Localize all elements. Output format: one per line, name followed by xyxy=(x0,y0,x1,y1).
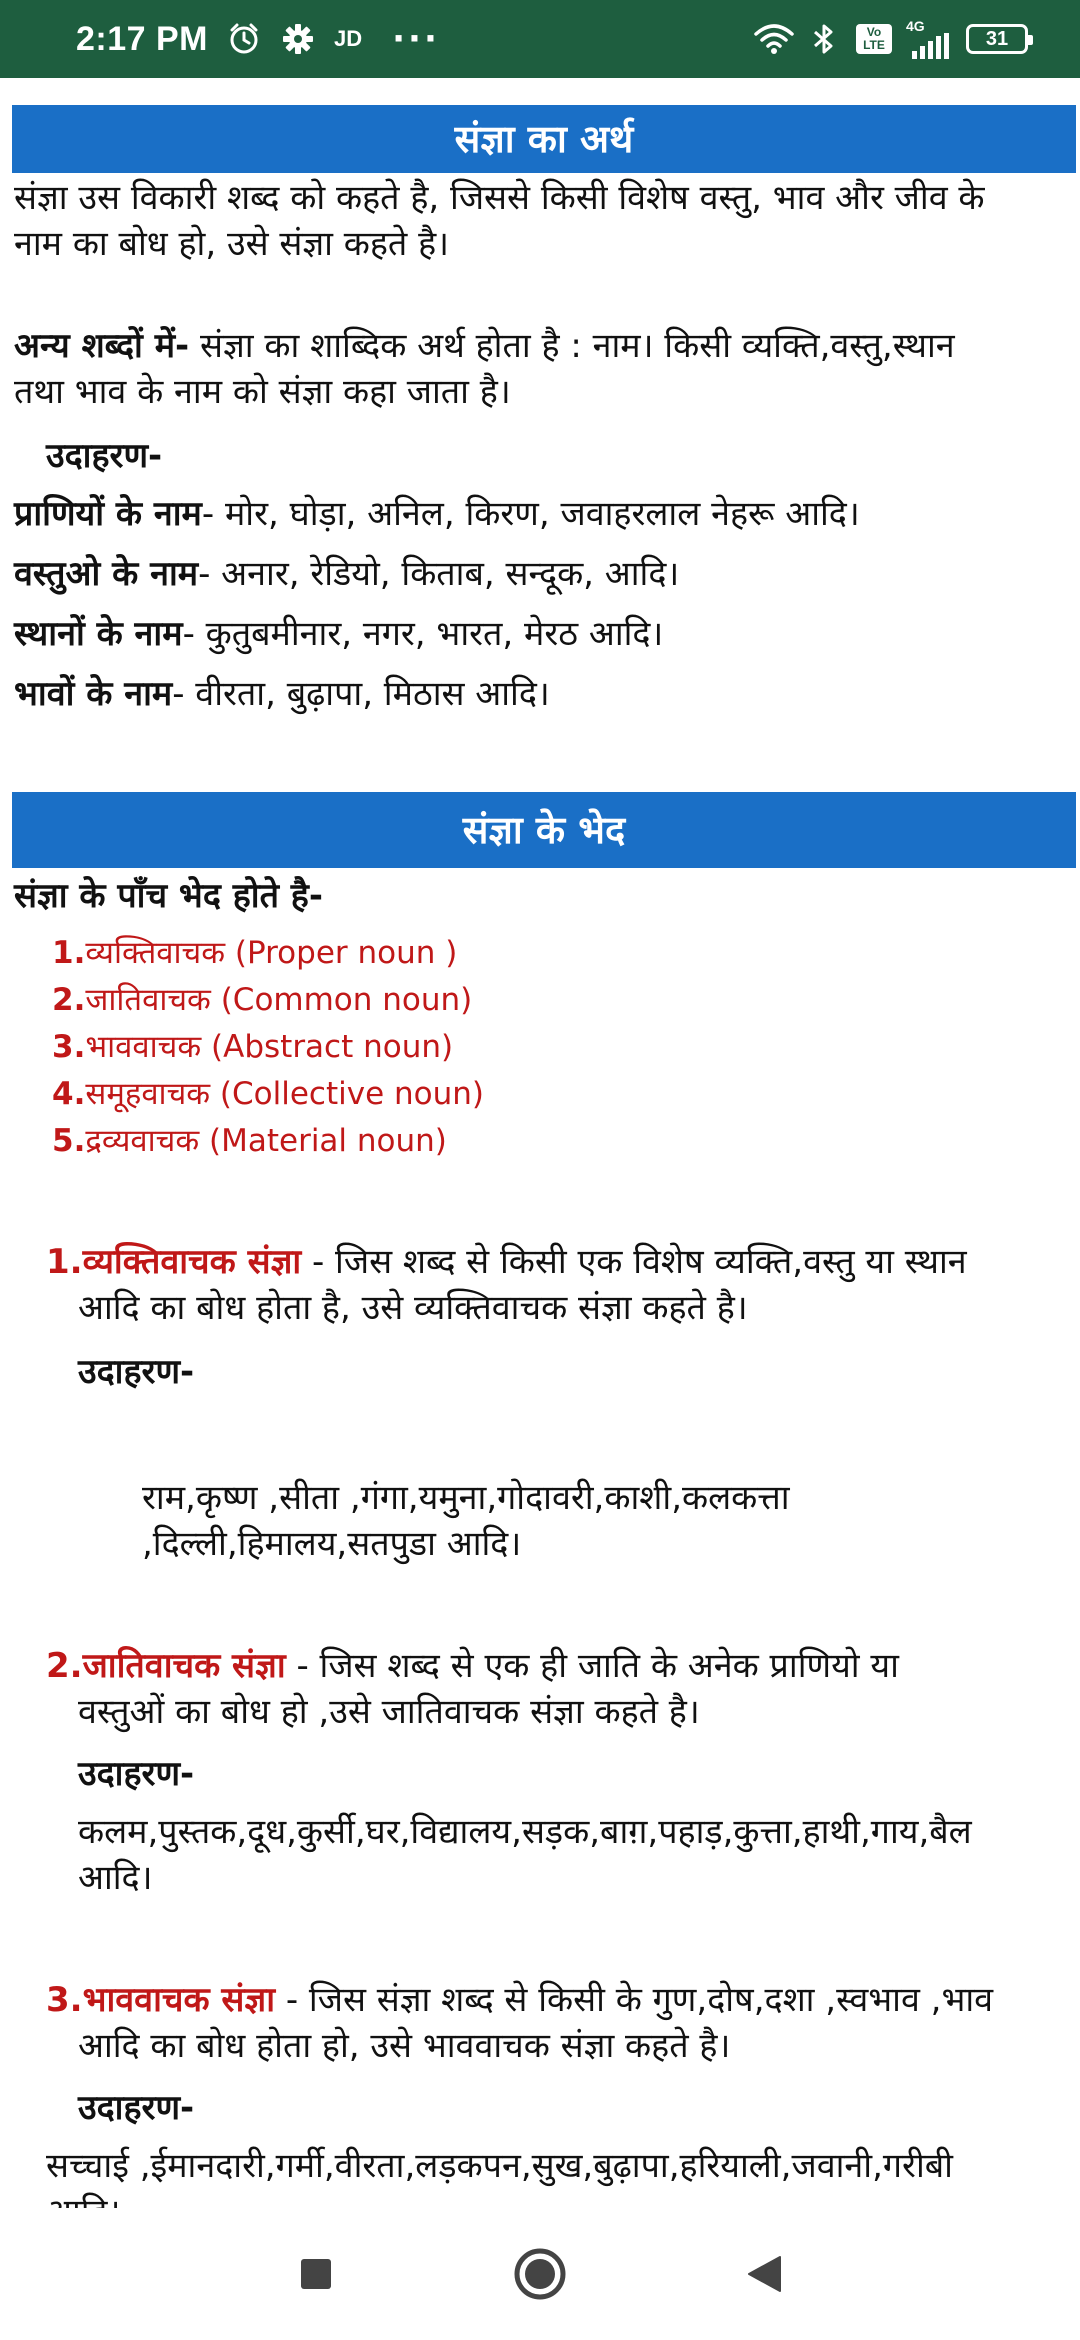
detail-example-heading: उदाहरण- xyxy=(78,1754,195,1794)
list-item-number: 1. xyxy=(52,935,86,971)
example-label: वस्तुओ के नाम xyxy=(14,554,199,594)
article-content xyxy=(0,78,1080,2208)
volte-icon xyxy=(856,24,892,54)
meaning-line-2: नाम का बोध हो, उसे संज्ञा कहते है। xyxy=(14,224,450,264)
other-words-label: अन्य शब्दों में- xyxy=(14,326,190,366)
recents-square-icon[interactable] xyxy=(284,2242,348,2306)
back-triangle-icon[interactable] xyxy=(732,2242,796,2306)
detail-example-line: सच्चाई ,ईमानदारी,गर्मी,वीरता,लड़कपन,सुख,बुढ़ापा,हरियाली,जवानी,गरीबी xyxy=(46,2146,953,2186)
example-row xyxy=(14,550,679,598)
example-label: भावों के नाम xyxy=(14,674,173,714)
bluetooth-icon xyxy=(806,21,842,57)
detail-row xyxy=(46,1238,967,1286)
carrier-label: JD xyxy=(334,26,363,51)
battery-level: 31 xyxy=(985,27,1009,50)
list-item xyxy=(52,977,472,1024)
list-item-text: भाववाचक (Abstract noun) xyxy=(85,1029,454,1065)
list-item-text: व्यक्तिवाचक (Proper noun ) xyxy=(85,935,458,971)
types-intro: संज्ञा के पाँच भेद होते है- xyxy=(14,876,323,916)
list-item-number: 3. xyxy=(52,1029,86,1065)
battery-icon xyxy=(966,24,1028,54)
list-item-text: समूहवाचक (Collective noun) xyxy=(85,1076,485,1112)
section-title-meaning: संज्ञा का अर्थ xyxy=(12,105,1076,173)
other-words-text: संज्ञा का शाब्दिक अर्थ होता है : नाम। किसी व्यक्ति,वस्तु,स्थान xyxy=(189,326,955,366)
example-text: - अनार, रेडियो, किताब, सन्दूक, आदि। xyxy=(198,554,680,594)
detail-example-line: ,दिल्ली,हिमालय,सतपुडा आदि। xyxy=(142,1524,522,1564)
example-row xyxy=(14,670,550,718)
detail-desc: - जिस संज्ञा शब्द से किसी के गुण,दोष,दशा ,स्वभाव ,भाव xyxy=(275,1980,994,2020)
list-item-text: द्रव्यवाचक (Material noun) xyxy=(85,1123,447,1159)
detail-example-line: राम,कृष्ण ,सीता ,गंगा,यमुना,गोदावरी,काशी,कलकत्ता xyxy=(142,1478,790,1518)
alarm-icon xyxy=(226,21,262,57)
example-text: - मोर, घोड़ा, अनिल, किरण, जवाहरलाल नेहरू आदि। xyxy=(201,494,860,534)
detail-desc: - जिस शब्द से किसी एक विशेष व्यक्ति,वस्तु या स्थान xyxy=(301,1242,967,1282)
other-words-line-2: तथा भाव के नाम को संज्ञा कहा जाता है। xyxy=(14,372,511,412)
navigation-bar xyxy=(0,2208,1080,2340)
example-text: - कुतुबमीनार, नगर, भारत, मेरठ आदि। xyxy=(182,614,664,654)
detail-example-heading: उदाहरण- xyxy=(78,2088,195,2128)
example-heading: उदाहरण- xyxy=(46,436,163,476)
status-bar xyxy=(0,0,1080,78)
status-time: 2:17 PM xyxy=(76,19,208,58)
detail-title: 3.भाववाचक संज्ञा xyxy=(46,1980,276,2020)
list-item xyxy=(52,930,457,977)
other-words-line-1 xyxy=(14,322,955,370)
signal-icon xyxy=(906,19,952,59)
list-item xyxy=(52,1071,484,1118)
list-item-number: 2. xyxy=(52,982,86,1018)
detail-desc-line: आदि का बोध होता है, उसे व्यक्तिवाचक संज्ञा कहते है। xyxy=(78,1288,748,1328)
detail-row xyxy=(46,1976,993,2024)
detail-desc: - जिस शब्द से एक ही जाति के अनेक प्राणियो या xyxy=(285,1646,899,1686)
detail-example-line: कलम,पुस्तक,दूध,कुर्सी,घर,विद्यालय,सड़क,बाग़,पहाड़,कुत्ता,हाथी,गाय,बैल xyxy=(78,1812,972,1852)
list-item xyxy=(52,1118,447,1165)
example-text: - वीरता, बुढ़ापा, मिठास आदि। xyxy=(172,674,550,714)
volte-bottom-label: LTE xyxy=(863,38,885,52)
overflow-dots-icon: ··· xyxy=(392,19,440,59)
list-item-number: 5. xyxy=(52,1123,86,1159)
example-label: प्राणियों के नाम xyxy=(14,494,202,534)
wifi-icon xyxy=(756,21,792,57)
volte-top-label: Vo xyxy=(866,25,882,39)
settings-gear-icon xyxy=(280,21,316,57)
detail-row xyxy=(46,1642,899,1690)
example-row xyxy=(14,610,663,658)
detail-example-line: आदि। xyxy=(78,1858,153,1898)
list-item xyxy=(52,1024,453,1071)
list-item-number: 4. xyxy=(52,1076,86,1112)
section-title-types: संज्ञा के भेद xyxy=(12,792,1076,868)
detail-title: 2.जातिवाचक संज्ञा xyxy=(46,1646,286,1686)
meaning-line-1: संज्ञा उस विकारी शब्द को कहते है, जिससे किसी विशेष वस्तु, भाव और जीव के xyxy=(14,178,985,218)
example-row xyxy=(14,490,860,538)
detail-desc-line: आदि का बोध होता हो, उसे भाववाचक संज्ञा कहते है। xyxy=(78,2026,731,2066)
home-circle-icon[interactable] xyxy=(508,2242,572,2306)
example-label: स्थानों के नाम xyxy=(14,614,183,654)
detail-desc-line: वस्तुओं का बोध हो ,उसे जातिवाचक संज्ञा कहते है। xyxy=(78,1692,700,1732)
detail-title: 1.व्यक्तिवाचक संज्ञा xyxy=(46,1242,302,1282)
list-item-text: जातिवाचक (Common noun) xyxy=(85,982,473,1018)
detail-example-heading: उदाहरण- xyxy=(78,1352,195,1392)
network-type-label: 4G xyxy=(906,18,925,34)
